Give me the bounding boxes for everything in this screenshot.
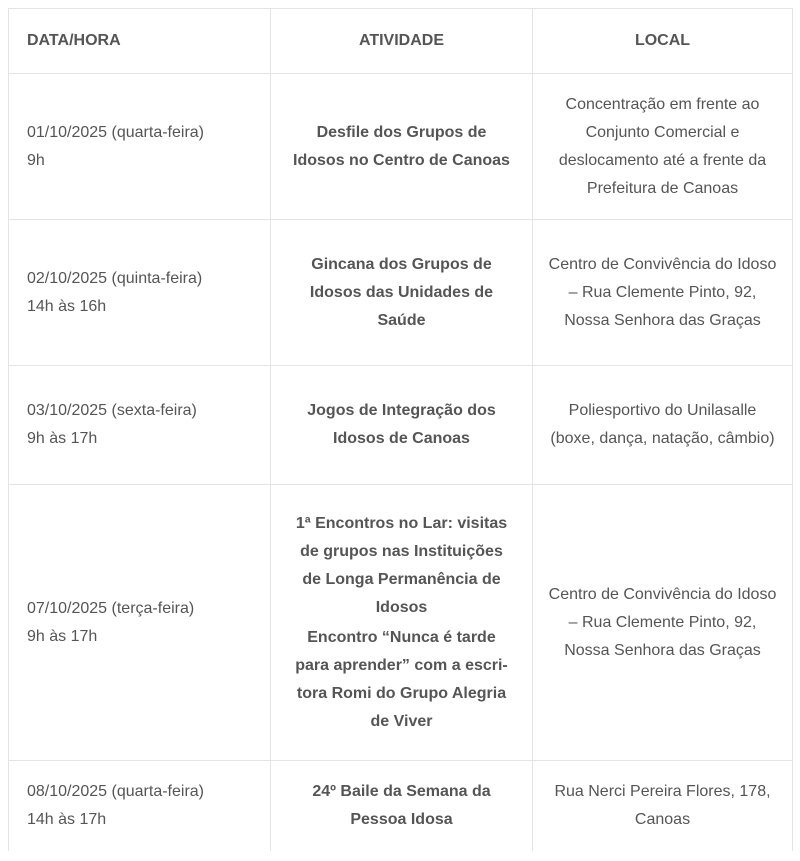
date-text: 03/10/2025 (sexta-feira) — [27, 402, 197, 419]
table-row — [9, 761, 793, 852]
activity-cell — [271, 220, 533, 366]
table-row — [9, 366, 793, 485]
date-cell — [9, 366, 271, 485]
activity-text: Desfile dos Grupos de Idosos no Centro de Canoas — [293, 123, 510, 169]
table-header — [9, 9, 793, 74]
activity-cell — [271, 366, 533, 485]
table-body — [9, 74, 793, 852]
activity-cell — [271, 761, 533, 852]
date-cell — [9, 74, 271, 220]
date-cell — [9, 761, 271, 852]
location-cell: Concentração em frente ao Conjunto Comercial e deslocamento até a frente da Prefeitura de Canoas — [533, 74, 793, 220]
time-text: 9h às 17h — [27, 627, 98, 645]
date-text: 01/10/2025 (quarta-feira) — [27, 123, 204, 141]
location-cell: Poliesportivo do Unilasalle (boxe, dança, natação, câmbio) — [533, 366, 793, 485]
date-cell — [9, 220, 271, 366]
header-activity: ATIVIDADE — [271, 9, 533, 74]
activity-cell — [271, 485, 533, 761]
location-cell: Rua Nerci Pereira Flores, 178, Canoas — [533, 761, 793, 852]
activity-text: Encontro “Nunca é tarde para aprender” com a escri-tora Romi do Grupo Alegria de Viver — [295, 628, 508, 730]
date-text: 07/10/2025 (terça-feira) — [27, 599, 195, 617]
table-row — [9, 485, 793, 761]
location-cell: Centro de Convivência do Idoso – Rua Clemente Pinto, 92, Nossa Senhora das Graças — [533, 485, 793, 761]
activity-text: Gincana dos Grupos de Idosos das Unidades de Saúde — [309, 255, 494, 329]
table-row — [9, 74, 793, 220]
activity-cell — [271, 74, 533, 220]
location-cell: Centro de Convivência do Idoso – Rua Clemente Pinto, 92, Nossa Senhora das Graças — [533, 220, 793, 366]
date-cell — [9, 485, 271, 761]
time-text: 9h às 17h — [27, 430, 98, 447]
time-text: 9h — [27, 151, 45, 169]
activity-text: 1ª Encontros no Lar: visitas de grupos nas Instituições de Longa Permanência de Idosos — [295, 514, 508, 616]
header-location: LOCAL — [533, 9, 793, 74]
activity-text: 24º Baile da Semana da Pessoa Idosa — [312, 783, 491, 828]
date-text: 02/10/2025 (quinta-feira) — [27, 269, 203, 287]
activity-text: Jogos de Integração dos Idosos de Canoas — [307, 402, 496, 447]
table-row — [9, 220, 793, 366]
header-date: DATA/HORA — [9, 9, 271, 74]
schedule-table — [8, 8, 793, 851]
time-text: 14h às 17h — [27, 811, 107, 828]
time-text: 14h às 16h — [27, 297, 107, 315]
header-row — [9, 9, 793, 74]
date-text: 08/10/2025 (quarta-feira) — [27, 783, 204, 800]
